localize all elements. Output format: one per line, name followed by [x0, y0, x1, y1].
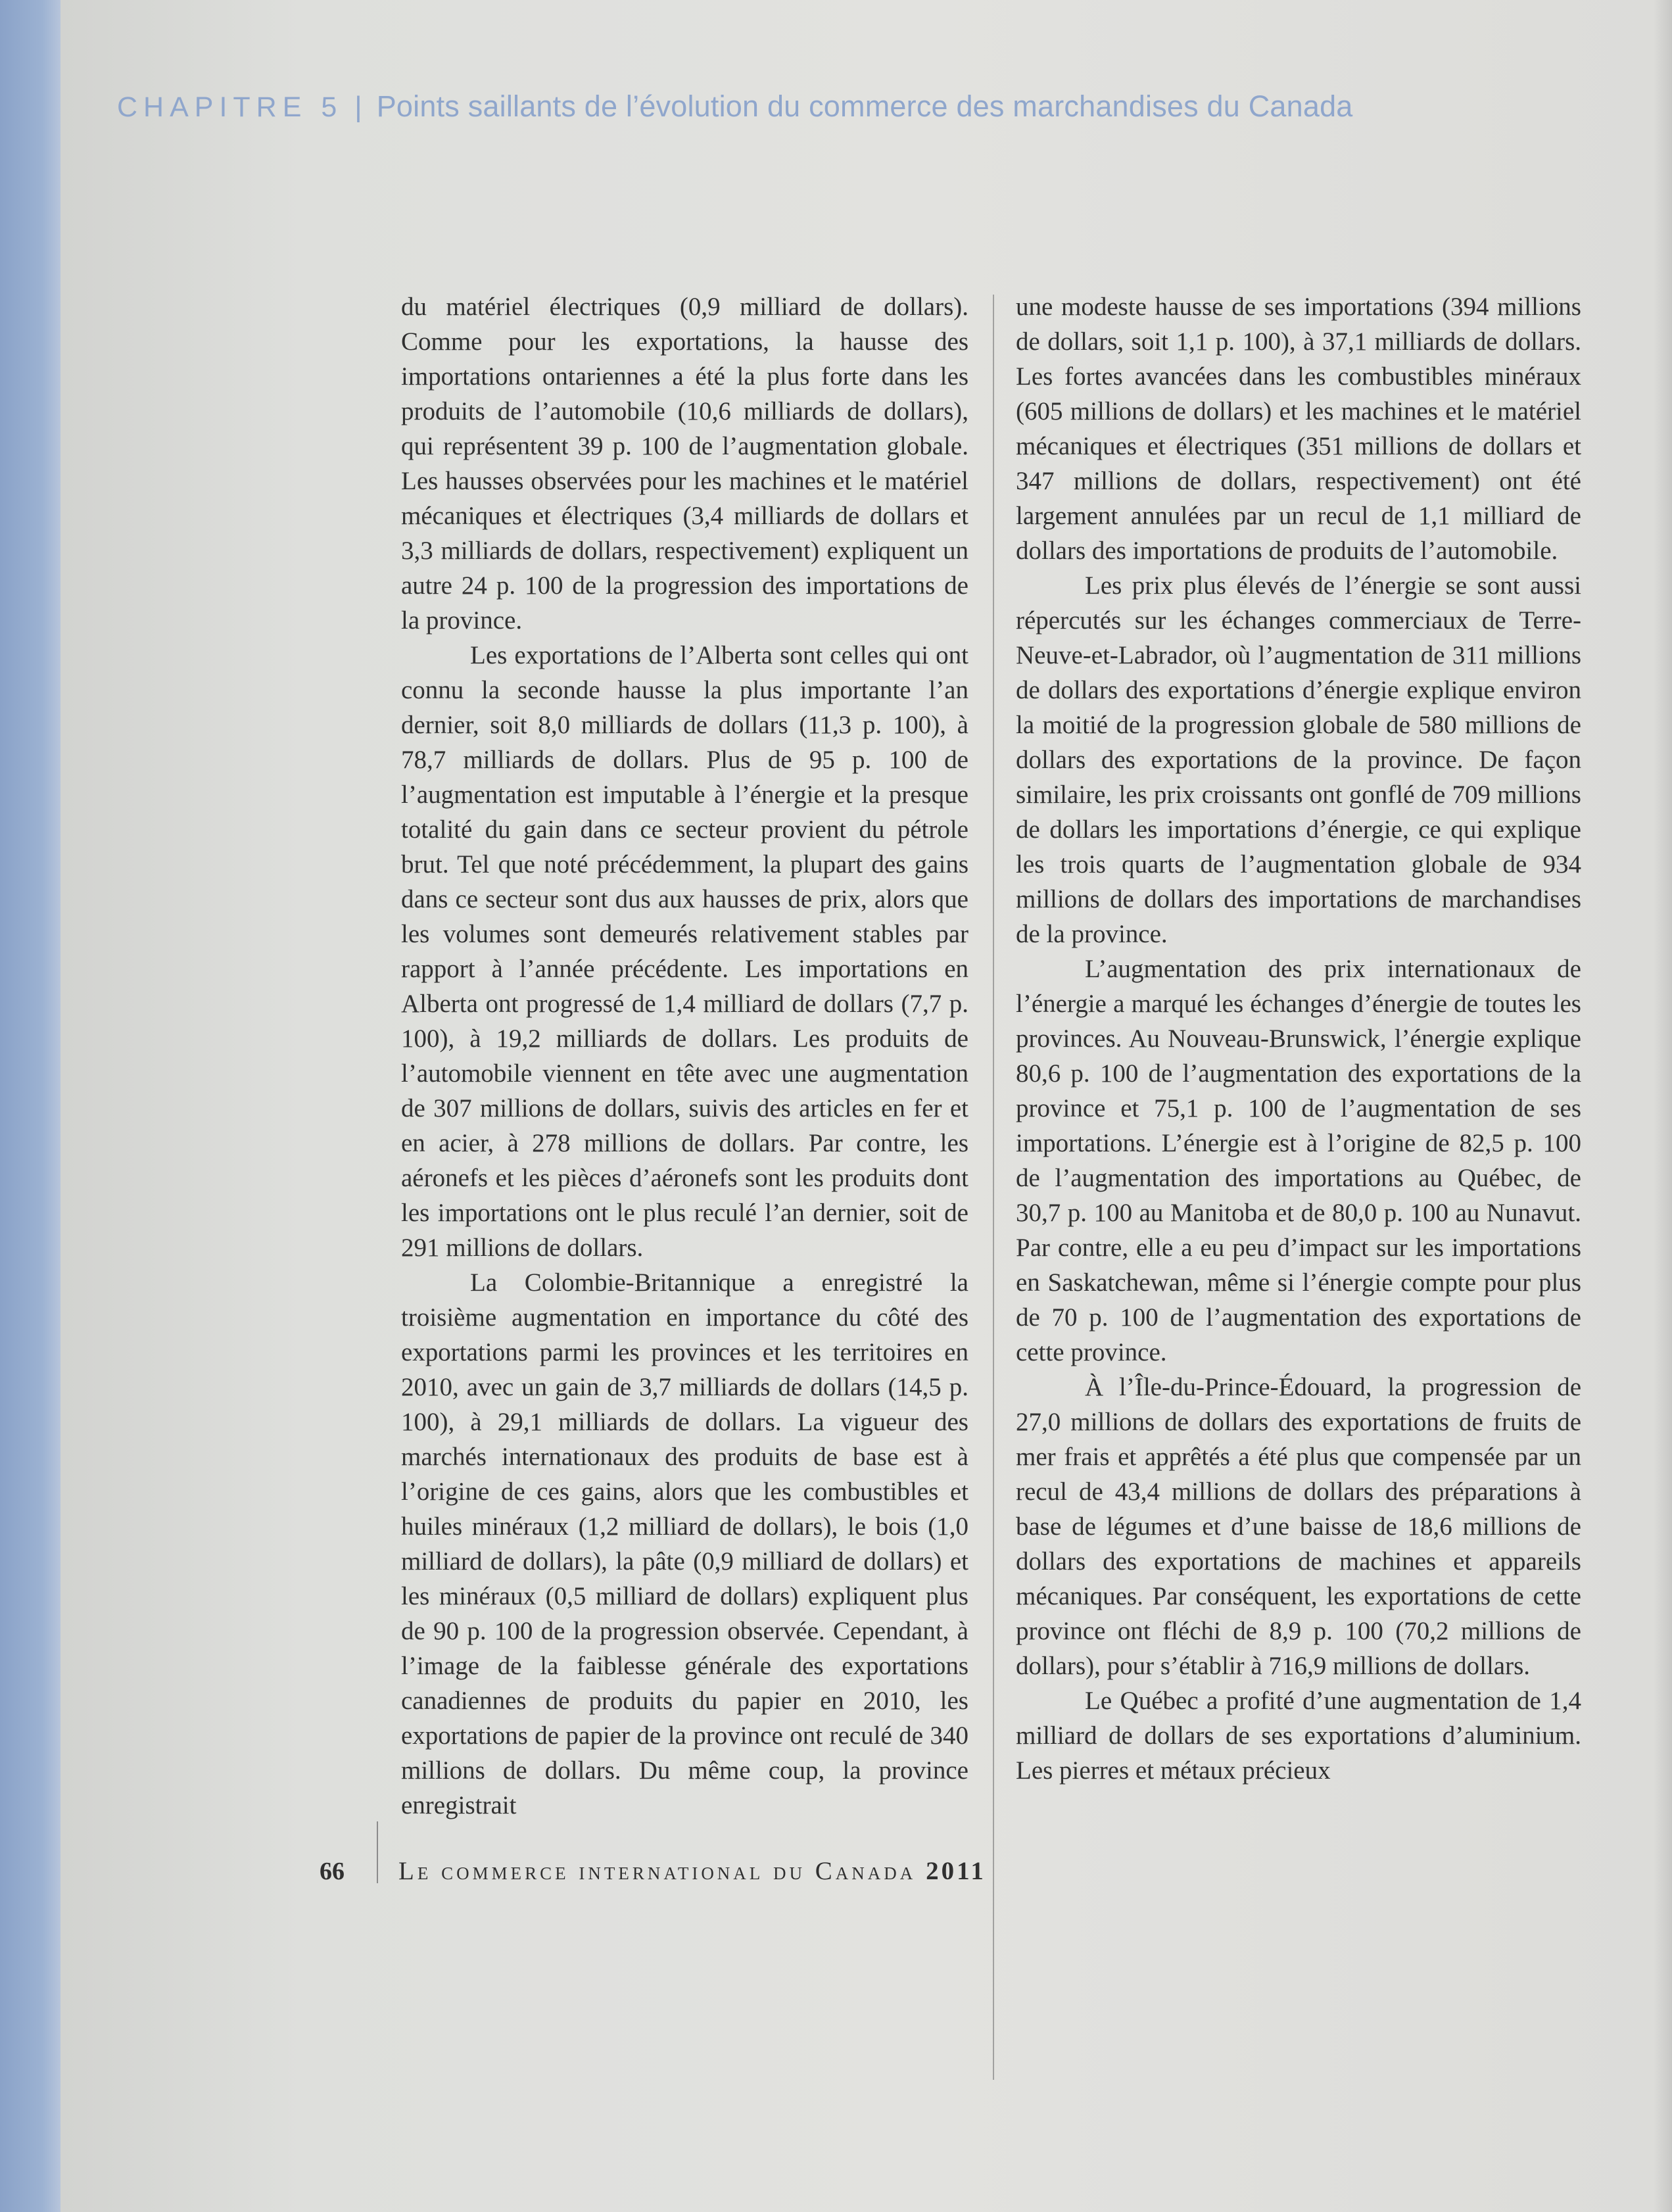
paragraph: Les prix plus élevés de l’énergie se sont aussi répercutés sur les échanges commerciaux de Terre-Neuve-et-Labrador, où l’augmentation de 311 millions de dollars des exportations d’énergie explique environ la moitié de la progression globale de 580 millions de dollars des exportations de la province. De façon similaire, les prix croissants ont gonflé de 709 millions de dollars les importations d’énergie, ce qui explique les trois quarts de l’augmentation globale de 934 millions de dollars des importations de marchandises de la province.	[1016, 571, 1581, 948]
paragraph: une modeste hausse de ses importations (394 millions de dollars, soit 1,1 p. 100), à 37,1 milliards de dollars. Les fortes avancées dans les combustibles minéraux (605 millions de dollars) et les machines et le matériel mécaniques et électriques (351 millions de dollars et 347 millions de dollars, respectivement) ont été largement annulées par un recul de 1,1 milliard de dollars des importations de produits de l’automobile.	[1016, 293, 1581, 565]
footer-divider	[377, 1821, 378, 1883]
page-edge-shadow	[1654, 0, 1672, 2212]
publication-title: Le commerce international du Canada	[398, 1857, 917, 1885]
chapter-title: Points saillants de l’évolution du commerce des marchandises du Canada	[376, 89, 1353, 123]
running-header	[117, 80, 1629, 133]
column-divider	[993, 295, 994, 2080]
spine-color-band	[0, 0, 60, 2212]
paragraph: La Colombie-Britannique a enregistré la troisième augmentation en importance du côté des exportations parmi les provinces et les territoires en 2010, avec un gain de 3,7 milliards de dollars (14,5 p. 100), à 29,1 milliards de dollars. La vigueur des marchés internationaux des produits de base est à l’origine de ces gains, alors que les combustibles et huiles minéraux (1,2 milliard de dollars), le bois (1,0 milliard de dollars), la pâte (0,9 milliard de dollars) et les minéraux (0,5 milliard de dollars) expliquent plus de 90 p. 100 de la progression observée. Cependant, à l’image de la faiblesse générale des exportations canadiennes de produits du papier en 2010, les exportations de papier de la province ont reculé de 340 millions de dollars. Du même coup, la province enregistrait	[401, 1268, 968, 1819]
right-text-column	[1016, 289, 1581, 1788]
chapter-label: CHAPITRE 5	[117, 91, 343, 123]
left-text-column	[401, 289, 968, 1823]
running-footer	[398, 1852, 1187, 1891]
page-number: 66	[320, 1858, 345, 1885]
paragraph: Le Québec a profité d’une augmentation de 1,4 milliard de dollars de ses exportations d’aluminium. Les pierres et métaux précieux	[1016, 1687, 1581, 1785]
paragraph: du matériel électriques (0,9 milliard de dollars). Comme pour les exportations, la hausse des importations ontariennes a été la plus forte dans les produits de l’automobile (10,6 milliards de dollars), qui représentent 39 p. 100 de l’augmentation globale. Les hausses observées pour les machines et le matériel mécaniques et électriques (3,4 milliards de dollars et 3,3 milliards de dollars, respectivement) expliquent un autre 24 p. 100 de la progression des importations de la province.	[401, 293, 968, 635]
paragraph: À l’Île-du-Prince-Édouard, la progression de 27,0 millions de dollars des exportations de fruits de mer frais et apprêtés a été plus que compensée par un recul de 43,4 millions de dollars des préparations à base de légumes et d’une baisse de 18,6 millions de dollars des exportations de machines et appareils mécaniques. Par conséquent, les exportations de cette province ont fléchi de 8,9 p. 100 (70,2 millions de dollars), pour s’établir à 716,9 millions de dollars.	[1016, 1373, 1581, 1680]
paragraph: L’augmentation des prix internationaux de l’énergie a marqué les échanges d’énergie de toutes les provinces. Au Nouveau-Brunswick, l’énergie explique 80,6 p. 100 de l’augmentation des exportations de la province et 75,1 p. 100 de l’augmentation de ses importations. L’énergie est à l’origine de 82,5 p. 100 de l’augmentation des importations au Québec, de 30,7 p. 100 au Manitoba et de 80,0 p. 100 au Nunavut. Par contre, elle a eu peu d’impact sur les importations en Saskatchewan, même si l’énergie compte pour plus de 70 p. 100 de l’augmentation des exportations de cette province.	[1016, 955, 1581, 1366]
paragraph: Les exportations de l’Alberta sont celles qui ont connu la seconde hausse la plus importante l’an dernier, soit 8,0 milliards de dollars (11,3 p. 100), à 78,7 milliards de dollars. Plus de 95 p. 100 de l’augmentation est imputable à l’énergie et la presque totalité du gain dans ce secteur provient du pétrole brut. Tel que noté précédemment, la plupart des gains dans ce secteur sont dus aux hausses de prix, alors que les volumes sont demeurés relativement stables par rapport à l’année précédente. Les importations en Alberta ont progressé de 1,4 milliard de dollars (7,7 p. 100), à 19,2 milliards de dollars. Les produits de l’automobile viennent en tête avec une augmentation de 307 millions de dollars, suivis des articles en fer et en acier, à 278 millions de dollars. Par contre, les aéronefs et les pièces d’aéronefs sont les produits dont les importations ont le plus reculé l’an dernier, soit de 291 millions de dollars.	[401, 641, 968, 1262]
publication-year: 2011	[926, 1857, 986, 1885]
header-separator: |	[354, 91, 362, 123]
